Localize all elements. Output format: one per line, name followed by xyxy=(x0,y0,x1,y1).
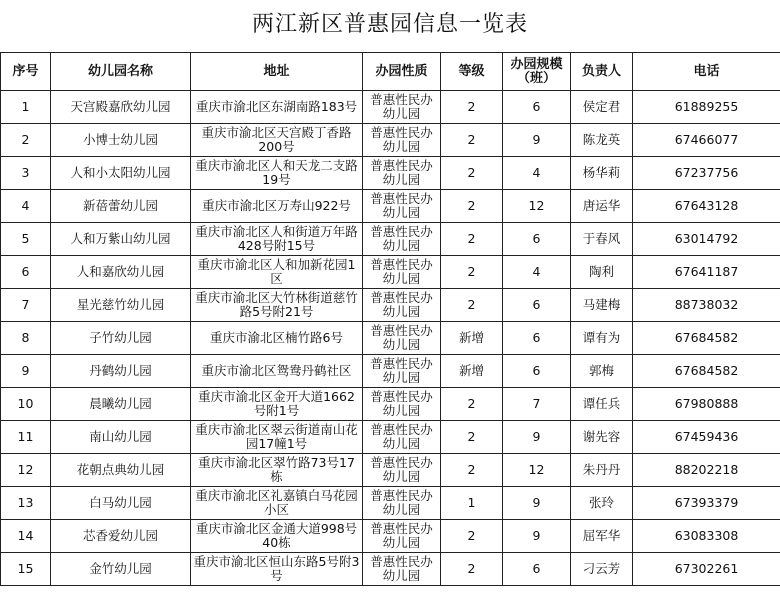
cell-level[interactable]: 2 xyxy=(441,157,503,190)
cell-level[interactable]: 新增 xyxy=(441,322,503,355)
cell-scale[interactable]: 4 xyxy=(503,157,571,190)
cell-scale[interactable]: 6 xyxy=(503,355,571,388)
cell-no[interactable]: 9 xyxy=(1,355,51,388)
cell-level[interactable]: 2 xyxy=(441,454,503,487)
cell-head[interactable]: 屈军华 xyxy=(571,520,633,553)
cell-nature[interactable]: 普惠性民办幼儿园 xyxy=(363,454,441,487)
cell-scale[interactable]: 7 xyxy=(503,388,571,421)
cell-no[interactable]: 12 xyxy=(1,454,51,487)
sheet-title: 两江新区普惠园信息一览表 xyxy=(251,12,528,37)
cell-name[interactable]: 天宫殿嘉欣幼儿园 xyxy=(51,91,191,124)
header-cell-address[interactable]: 地址 xyxy=(191,53,363,91)
cell-address[interactable]: 重庆市渝北区天宫殿丁香路200号 xyxy=(191,124,363,157)
cell-address[interactable]: 重庆市渝北区人和加新花园1区 xyxy=(191,256,363,289)
table-row xyxy=(1,256,780,289)
cell-no[interactable]: 5 xyxy=(1,223,51,256)
cell-scale[interactable]: 6 xyxy=(503,91,571,124)
cell-nature[interactable]: 普惠性民办幼儿园 xyxy=(363,256,441,289)
header-cell-scale[interactable]: 办园规模（班） xyxy=(503,53,571,91)
cell-name[interactable]: 芯香爱幼儿园 xyxy=(51,520,191,553)
cell-phone[interactable]: 67684582 xyxy=(633,355,780,388)
cell-phone[interactable]: 88738032 xyxy=(633,289,780,322)
cell-phone[interactable]: 67641187 xyxy=(633,256,780,289)
cell-level[interactable]: 2 xyxy=(441,223,503,256)
header-cell-phone[interactable]: 电话 xyxy=(633,53,780,91)
cell-head[interactable]: 郭梅 xyxy=(571,355,633,388)
cell-scale[interactable]: 9 xyxy=(503,520,571,553)
cell-scale[interactable]: 12 xyxy=(503,190,571,223)
table-row xyxy=(1,355,780,388)
cell-level[interactable]: 2 xyxy=(441,421,503,454)
cell-name[interactable]: 人和小太阳幼儿园 xyxy=(51,157,191,190)
cell-phone[interactable]: 67459436 xyxy=(633,421,780,454)
cell-no[interactable]: 1 xyxy=(1,91,51,124)
cell-address[interactable]: 重庆市渝北区大竹林街道慈竹路5号附21号 xyxy=(191,289,363,322)
cell-scale[interactable]: 6 xyxy=(503,322,571,355)
cell-nature[interactable]: 普惠性民办幼儿园 xyxy=(363,355,441,388)
cell-no[interactable]: 10 xyxy=(1,388,51,421)
cell-name[interactable]: 金竹幼儿园 xyxy=(51,553,191,586)
cell-name[interactable]: 人和嘉欣幼儿园 xyxy=(51,256,191,289)
table-row xyxy=(1,190,780,223)
cell-address[interactable]: 重庆市渝北区金开大道1662号附1号 xyxy=(191,388,363,421)
cell-head[interactable]: 谢先容 xyxy=(571,421,633,454)
table-row xyxy=(1,454,780,487)
cell-no[interactable]: 8 xyxy=(1,322,51,355)
cell-head[interactable]: 谭任兵 xyxy=(571,388,633,421)
cell-head[interactable]: 刁云芳 xyxy=(571,553,633,586)
cell-address[interactable]: 重庆市渝北区金通大道998号40栋 xyxy=(191,520,363,553)
cell-scale[interactable]: 4 xyxy=(503,256,571,289)
kindergarten-table xyxy=(0,52,780,586)
table-row xyxy=(1,322,780,355)
cell-nature[interactable]: 普惠性民办幼儿园 xyxy=(363,124,441,157)
cell-nature[interactable]: 普惠性民办幼儿园 xyxy=(363,190,441,223)
cell-head[interactable]: 谭有为 xyxy=(571,322,633,355)
cell-phone[interactable]: 61889255 xyxy=(633,91,780,124)
cell-phone[interactable]: 67980888 xyxy=(633,388,780,421)
cell-nature[interactable]: 普惠性民办幼儿园 xyxy=(363,322,441,355)
cell-head[interactable]: 马建梅 xyxy=(571,289,633,322)
cell-nature[interactable]: 普惠性民办幼儿园 xyxy=(363,388,441,421)
header-cell-nature[interactable]: 办园性质 xyxy=(363,53,441,91)
cell-address[interactable]: 重庆市渝北区楠竹路6号 xyxy=(191,322,363,355)
table-row xyxy=(1,520,780,553)
cell-head[interactable]: 陶利 xyxy=(571,256,633,289)
cell-level[interactable]: 新增 xyxy=(441,355,503,388)
cell-name[interactable]: 新蓓蕾幼儿园 xyxy=(51,190,191,223)
table-row xyxy=(1,91,780,124)
cell-no[interactable]: 3 xyxy=(1,157,51,190)
table-row xyxy=(1,289,780,322)
cell-no[interactable]: 6 xyxy=(1,256,51,289)
cell-phone[interactable]: 67302261 xyxy=(633,553,780,586)
cell-name[interactable]: 花朝点典幼儿园 xyxy=(51,454,191,487)
cell-name[interactable]: 星光慈竹幼儿园 xyxy=(51,289,191,322)
cell-scale[interactable]: 6 xyxy=(503,553,571,586)
cell-address[interactable]: 重庆市渝北区礼嘉镇白马花园小区 xyxy=(191,487,363,520)
header-cell-level[interactable]: 等级 xyxy=(441,53,503,91)
cell-level[interactable]: 1 xyxy=(441,487,503,520)
cell-scale[interactable]: 6 xyxy=(503,289,571,322)
table-row xyxy=(1,157,780,190)
cell-address[interactable]: 重庆市渝北区恒山东路5号附3号 xyxy=(191,553,363,586)
cell-head[interactable]: 唐运华 xyxy=(571,190,633,223)
header-cell-head[interactable]: 负责人 xyxy=(571,53,633,91)
cell-level[interactable]: 2 xyxy=(441,520,503,553)
cell-no[interactable]: 2 xyxy=(1,124,51,157)
cell-level[interactable]: 2 xyxy=(441,124,503,157)
cell-head[interactable]: 于春风 xyxy=(571,223,633,256)
cell-phone[interactable]: 63083308 xyxy=(633,520,780,553)
cell-phone[interactable]: 67684582 xyxy=(633,322,780,355)
cell-nature[interactable]: 普惠性民办幼儿园 xyxy=(363,421,441,454)
cell-phone[interactable]: 67237756 xyxy=(633,157,780,190)
table-row xyxy=(1,223,780,256)
cell-name[interactable]: 丹鹤幼儿园 xyxy=(51,355,191,388)
table-row xyxy=(1,553,780,586)
cell-phone[interactable]: 67466077 xyxy=(633,124,780,157)
cell-nature[interactable]: 普惠性民办幼儿园 xyxy=(363,553,441,586)
cell-phone[interactable]: 63014792 xyxy=(633,223,780,256)
table-row xyxy=(1,421,780,454)
table-row xyxy=(1,124,780,157)
cell-level[interactable]: 2 xyxy=(441,553,503,586)
cell-level[interactable]: 2 xyxy=(441,256,503,289)
cell-head[interactable]: 杨华莉 xyxy=(571,157,633,190)
cell-phone[interactable]: 67393379 xyxy=(633,487,780,520)
cell-name[interactable]: 小博士幼儿园 xyxy=(51,124,191,157)
cell-nature[interactable]: 普惠性民办幼儿园 xyxy=(363,157,441,190)
cell-nature[interactable]: 普惠性民办幼儿园 xyxy=(363,487,441,520)
header-cell-name[interactable]: 幼儿园名称 xyxy=(51,53,191,91)
cell-scale[interactable]: 9 xyxy=(503,124,571,157)
table-row xyxy=(1,487,780,520)
header-cell-no[interactable]: 序号 xyxy=(1,53,51,91)
cell-phone[interactable]: 67643128 xyxy=(633,190,780,223)
cell-nature[interactable]: 普惠性民办幼儿园 xyxy=(363,91,441,124)
header-row xyxy=(1,53,780,91)
cell-no[interactable]: 11 xyxy=(1,421,51,454)
cell-name[interactable]: 白马幼儿园 xyxy=(51,487,191,520)
cell-no[interactable]: 7 xyxy=(1,289,51,322)
cell-address[interactable]: 重庆市渝北区鸳鸯丹鹤社区 xyxy=(191,355,363,388)
cell-no[interactable]: 15 xyxy=(1,553,51,586)
cell-head[interactable]: 朱丹丹 xyxy=(571,454,633,487)
cell-no[interactable]: 14 xyxy=(1,520,51,553)
cell-scale[interactable]: 9 xyxy=(503,421,571,454)
cell-level[interactable]: 2 xyxy=(441,388,503,421)
cell-name[interactable]: 晨曦幼儿园 xyxy=(51,388,191,421)
cell-head[interactable]: 侯定君 xyxy=(571,91,633,124)
cell-name[interactable]: 人和万紫山幼儿园 xyxy=(51,223,191,256)
cell-address[interactable]: 重庆市渝北区人和街道万年路428号附15号 xyxy=(191,223,363,256)
cell-no[interactable]: 4 xyxy=(1,190,51,223)
table-row xyxy=(1,388,780,421)
cell-head[interactable]: 陈龙英 xyxy=(571,124,633,157)
cell-address[interactable]: 重庆市渝北区东湖南路183号 xyxy=(191,91,363,124)
cell-level[interactable]: 2 xyxy=(441,190,503,223)
cell-level[interactable]: 2 xyxy=(441,91,503,124)
cell-scale[interactable]: 6 xyxy=(503,223,571,256)
cell-phone[interactable]: 88202218 xyxy=(633,454,780,487)
table-body xyxy=(1,91,780,586)
cell-address[interactable]: 重庆市渝北区翠云街道南山花园17幢1号 xyxy=(191,421,363,454)
cell-address[interactable]: 重庆市渝北区人和天龙二支路19号 xyxy=(191,157,363,190)
cell-nature[interactable]: 普惠性民办幼儿园 xyxy=(363,289,441,322)
cell-address[interactable]: 重庆市渝北区万寿山922号 xyxy=(191,190,363,223)
cell-scale[interactable]: 9 xyxy=(503,487,571,520)
cell-scale[interactable]: 12 xyxy=(503,454,571,487)
cell-head[interactable]: 张玲 xyxy=(571,487,633,520)
cell-name[interactable]: 子竹幼儿园 xyxy=(51,322,191,355)
cell-address[interactable]: 重庆市渝北区翠竹路73号17栋 xyxy=(191,454,363,487)
cell-level[interactable]: 2 xyxy=(441,289,503,322)
cell-no[interactable]: 13 xyxy=(1,487,51,520)
cell-nature[interactable]: 普惠性民办幼儿园 xyxy=(363,520,441,553)
cell-nature[interactable]: 普惠性民办幼儿园 xyxy=(363,223,441,256)
cell-name[interactable]: 南山幼儿园 xyxy=(51,421,191,454)
